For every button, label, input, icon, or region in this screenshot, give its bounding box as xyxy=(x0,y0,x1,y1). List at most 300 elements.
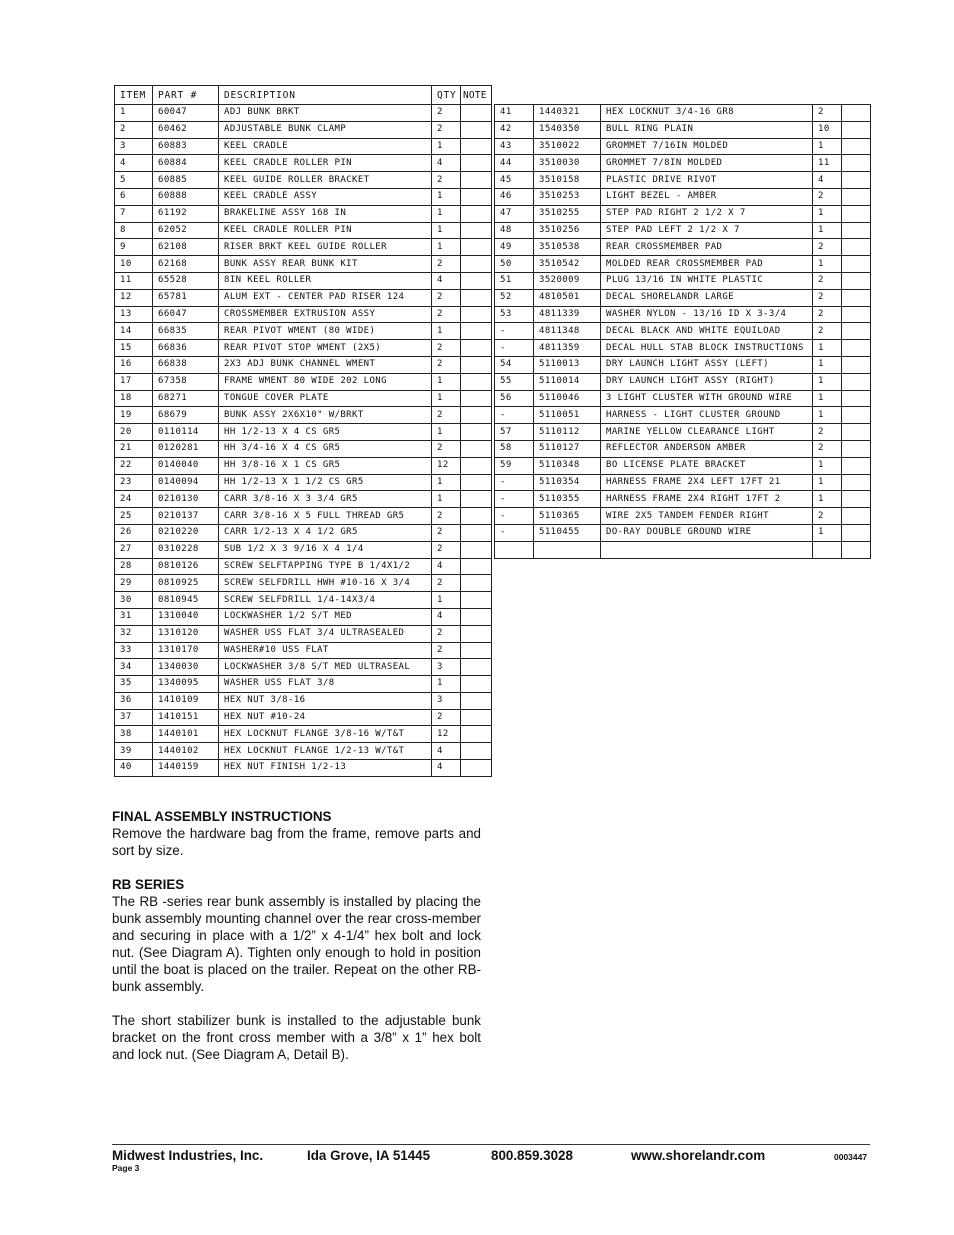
cell-item: 49 xyxy=(495,239,534,256)
cell-item: 45 xyxy=(495,172,534,189)
table-row xyxy=(115,323,492,340)
cell-item: - xyxy=(495,508,534,525)
table-row xyxy=(115,558,492,575)
table-row xyxy=(115,508,492,525)
cell-note xyxy=(842,138,871,155)
cell-description: 3 LIGHT CLUSTER WITH GROUND WIRE xyxy=(601,390,813,407)
cell-description: TONGUE COVER PLATE xyxy=(219,390,432,407)
cell-item: 51 xyxy=(495,272,534,289)
cell-description: SCREW SELFTAPPING TYPE B 1/4X1/2 xyxy=(219,558,432,575)
cell-qty: 2 xyxy=(432,709,461,726)
rb-series-heading: RB SERIES xyxy=(112,877,185,892)
cell-part-number: 1310040 xyxy=(153,608,219,625)
cell-description: WASHER#10 USS FLAT xyxy=(219,642,432,659)
cell-item: 53 xyxy=(495,306,534,323)
cell-qty: 2 xyxy=(432,524,461,541)
cell-item: 46 xyxy=(495,188,534,205)
cell-part-number: 65528 xyxy=(153,272,219,289)
cell-qty: 4 xyxy=(432,155,461,172)
cell-note xyxy=(842,440,871,457)
cell-description: BO LICENSE PLATE BRACKET xyxy=(601,457,813,474)
table-row xyxy=(495,256,871,273)
cell-qty: 2 xyxy=(432,172,461,189)
cell-qty: 2 xyxy=(813,440,842,457)
cell-note xyxy=(842,289,871,306)
table-row xyxy=(495,390,871,407)
cell-qty: 1 xyxy=(432,491,461,508)
table-row xyxy=(495,222,871,239)
table-row xyxy=(115,457,492,474)
cell-note xyxy=(461,457,492,474)
cell-description: LOCKWASHER 3/8 S/T MED ULTRASEAL xyxy=(219,659,432,676)
cell-note xyxy=(842,205,871,222)
cell-description: LIGHT BEZEL - AMBER xyxy=(601,188,813,205)
cell-qty: 1 xyxy=(432,390,461,407)
cell-item: 30 xyxy=(115,592,153,609)
table-row xyxy=(495,172,871,189)
rb-series-section xyxy=(112,876,481,1063)
cell-part-number: 3510022 xyxy=(534,138,601,155)
cell-qty: 1 xyxy=(813,407,842,424)
cell-qty: 1 xyxy=(432,205,461,222)
cell-item: 55 xyxy=(495,373,534,390)
cell-description: HEX NUT 3/8-16 xyxy=(219,692,432,709)
cell-note xyxy=(461,323,492,340)
cell-part-number: 3520009 xyxy=(534,272,601,289)
cell-part-number: 5110365 xyxy=(534,508,601,525)
cell-qty: 2 xyxy=(432,642,461,659)
cell-note xyxy=(461,188,492,205)
cell-part-number: 5110354 xyxy=(534,474,601,491)
cell-item: - xyxy=(495,340,534,357)
table-row xyxy=(115,188,492,205)
cell-description: HH 1/2-13 X 1 1/2 CS GR5 xyxy=(219,474,432,491)
cell-description: MOLDED REAR CROSSMEMBER PAD xyxy=(601,256,813,273)
cell-note xyxy=(461,407,492,424)
cell-note xyxy=(461,541,492,558)
cell-description: HEX LOCKNUT 3/4-16 GR8 xyxy=(601,105,813,122)
cell-qty: 4 xyxy=(432,272,461,289)
cell-description: DECAL SHORELANDR LARGE xyxy=(601,289,813,306)
table-row xyxy=(495,306,871,323)
table-row xyxy=(495,121,871,138)
cell-description: 2X3 ADJ BUNK CHANNEL WMENT xyxy=(219,356,432,373)
cell-description: ADJUSTABLE BUNK CLAMP xyxy=(219,121,432,138)
cell-description: KEEL GUIDE ROLLER BRACKET xyxy=(219,172,432,189)
cell-item: 14 xyxy=(115,323,153,340)
cell-note xyxy=(842,323,871,340)
cell-part-number: 66836 xyxy=(153,340,219,357)
cell-qty: 1 xyxy=(813,222,842,239)
cell-note xyxy=(461,105,492,122)
cell-part-number: 0310228 xyxy=(153,541,219,558)
cell-item: 47 xyxy=(495,205,534,222)
cell-note xyxy=(461,524,492,541)
rb-series-text-1: The RB -series rear bunk assembly is installed by placing the bunk assembly mounting channel over the rear cross-member and securing in place with a 1/2” x 4-1/4” hex bolt and lock nut. (See Diagram A). Tighten only enough to hold in position until the boat is placed on the trailer. Repeat on the other RB-bunk assembly. xyxy=(112,894,481,994)
cell-note xyxy=(461,760,492,777)
cell-part-number: 61192 xyxy=(153,205,219,222)
cell-note xyxy=(461,222,492,239)
cell-note xyxy=(461,373,492,390)
cell-note xyxy=(461,558,492,575)
cell-note xyxy=(461,289,492,306)
cell-note xyxy=(842,172,871,189)
cell-qty: 3 xyxy=(432,692,461,709)
cell-description: HH 3/8-16 X 1 CS GR5 xyxy=(219,457,432,474)
cell-part-number: 66047 xyxy=(153,306,219,323)
cell-description: HARNESS FRAME 2X4 LEFT 17FT 21 xyxy=(601,474,813,491)
cell-part-number: 3510542 xyxy=(534,256,601,273)
cell-description: BULL RING PLAIN xyxy=(601,121,813,138)
cell-part-number: 60462 xyxy=(153,121,219,138)
cell-item: 2 xyxy=(115,121,153,138)
footer-website: www.shorelandr.com xyxy=(631,1148,766,1163)
cell-description: STEP PAD RIGHT 2 1/2 X 7 xyxy=(601,205,813,222)
cell-part-number: 68271 xyxy=(153,390,219,407)
cell-item: 39 xyxy=(115,743,153,760)
cell-part-number: 0210220 xyxy=(153,524,219,541)
cell-description: SUB 1/2 X 3 9/16 X 4 1/4 xyxy=(219,541,432,558)
cell-part-number: 5110051 xyxy=(534,407,601,424)
table-row xyxy=(115,105,492,122)
cell-qty: 2 xyxy=(813,239,842,256)
cell-note xyxy=(461,625,492,642)
cell-note xyxy=(842,491,871,508)
cell-note xyxy=(461,726,492,743)
cell-item: 11 xyxy=(115,272,153,289)
table-row xyxy=(115,407,492,424)
table-row xyxy=(495,323,871,340)
rb-series-text-2: The short stabilizer bunk is installed to the adjustable bunk bracket on the front cross member with a 3/8” x 1” hex bolt and lock nut. (See Diagram A, Detail B). xyxy=(112,1013,481,1062)
cell-note xyxy=(461,676,492,693)
cell-qty: 1 xyxy=(432,188,461,205)
table-row xyxy=(495,407,871,424)
cell-item: 57 xyxy=(495,424,534,441)
table-header-row xyxy=(115,86,492,105)
table-row xyxy=(495,508,871,525)
parts-table-left xyxy=(114,85,492,777)
cell-note xyxy=(842,356,871,373)
cell-description: GROMMET 7/8IN MOLDED xyxy=(601,155,813,172)
cell-item: 22 xyxy=(115,457,153,474)
cell-item: 8 xyxy=(115,222,153,239)
cell-note xyxy=(461,440,492,457)
cell-description: HARNESS FRAME 2X4 RIGHT 17FT 2 xyxy=(601,491,813,508)
cell-description: HEX LOCKNUT FLANGE 3/8-16 W/T&T xyxy=(219,726,432,743)
table-row xyxy=(115,692,492,709)
table-row xyxy=(495,491,871,508)
cell-qty: 4 xyxy=(432,743,461,760)
table-row xyxy=(115,272,492,289)
cell-part-number: 0110114 xyxy=(153,424,219,441)
cell-description: LOCKWASHER 1/2 S/T MED xyxy=(219,608,432,625)
cell-item: 52 xyxy=(495,289,534,306)
cell-part-number: 3510253 xyxy=(534,188,601,205)
cell-part-number: 3510256 xyxy=(534,222,601,239)
cell-item: 59 xyxy=(495,457,534,474)
cell-qty: 1 xyxy=(813,205,842,222)
cell-note xyxy=(842,373,871,390)
cell-part-number: 60047 xyxy=(153,105,219,122)
cell-note xyxy=(461,340,492,357)
table-row xyxy=(495,524,871,541)
cell-qty: 1 xyxy=(432,373,461,390)
footer-company: Midwest Industries, Inc. xyxy=(112,1148,264,1163)
table-row xyxy=(115,743,492,760)
cell-item: - xyxy=(495,491,534,508)
footer-divider xyxy=(112,1144,870,1145)
cell-item: 17 xyxy=(115,373,153,390)
cell-qty: 12 xyxy=(432,457,461,474)
cell-item: 24 xyxy=(115,491,153,508)
cell-part-number: 5110455 xyxy=(534,524,601,541)
table-row xyxy=(495,356,871,373)
header-item: ITEM xyxy=(115,86,153,105)
cell-description: KEEL CRADLE ROLLER PIN xyxy=(219,222,432,239)
cell-note xyxy=(461,172,492,189)
cell-note xyxy=(461,692,492,709)
cell-item: 18 xyxy=(115,390,153,407)
cell-description: SCREW SELFDRILL HWH #10-16 X 3/4 xyxy=(219,575,432,592)
cell-item: 27 xyxy=(115,541,153,558)
cell-qty: 2 xyxy=(432,306,461,323)
cell-note xyxy=(842,340,871,357)
cell-description: RISER BRKT KEEL GUIDE ROLLER xyxy=(219,239,432,256)
cell-qty: 1 xyxy=(813,390,842,407)
cell-note xyxy=(842,457,871,474)
final-assembly-heading: FINAL ASSEMBLY INSTRUCTIONS xyxy=(112,809,332,824)
table-row xyxy=(495,205,871,222)
cell-description: 8IN KEEL ROLLER xyxy=(219,272,432,289)
cell-item: 37 xyxy=(115,709,153,726)
cell-item: 21 xyxy=(115,440,153,457)
cell-description xyxy=(601,541,813,558)
cell-description: DRY LAUNCH LIGHT ASSY (RIGHT) xyxy=(601,373,813,390)
cell-part-number: 62168 xyxy=(153,256,219,273)
header-qty: QTY xyxy=(432,86,461,105)
cell-item: 10 xyxy=(115,256,153,273)
table-row xyxy=(495,440,871,457)
cell-item: 15 xyxy=(115,340,153,357)
cell-qty: 1 xyxy=(432,474,461,491)
cell-note xyxy=(842,222,871,239)
cell-qty: 2 xyxy=(432,508,461,525)
cell-note xyxy=(461,205,492,222)
cell-note xyxy=(461,272,492,289)
cell-note xyxy=(461,709,492,726)
cell-part-number: 0210130 xyxy=(153,491,219,508)
cell-description: DO-RAY DOUBLE GROUND WIRE xyxy=(601,524,813,541)
cell-item: 19 xyxy=(115,407,153,424)
cell-part-number: 5110348 xyxy=(534,457,601,474)
cell-description: SCREW SELFDRILL 1/4-14X3/4 xyxy=(219,592,432,609)
cell-description: BUNK ASSY 2X6X10" W/BRKT xyxy=(219,407,432,424)
cell-description: HH 1/2-13 X 4 CS GR5 xyxy=(219,424,432,441)
footer-city: Ida Grove, IA 51445 xyxy=(307,1148,431,1163)
cell-item: 25 xyxy=(115,508,153,525)
cell-qty: 4 xyxy=(813,172,842,189)
cell-qty: 1 xyxy=(432,676,461,693)
cell-qty: 2 xyxy=(432,575,461,592)
cell-part-number: 0120281 xyxy=(153,440,219,457)
cell-qty: 1 xyxy=(813,340,842,357)
table-row xyxy=(115,239,492,256)
cell-description: MARINE YELLOW CLEARANCE LIGHT xyxy=(601,424,813,441)
cell-item: - xyxy=(495,524,534,541)
cell-item: 12 xyxy=(115,289,153,306)
cell-note xyxy=(461,390,492,407)
cell-item: 31 xyxy=(115,608,153,625)
cell-qty: 2 xyxy=(813,323,842,340)
table-row xyxy=(115,256,492,273)
cell-part-number: 60888 xyxy=(153,188,219,205)
table-row xyxy=(115,726,492,743)
cell-qty: 4 xyxy=(432,558,461,575)
cell-qty: 2 xyxy=(432,256,461,273)
cell-qty: 2 xyxy=(432,340,461,357)
cell-part-number: 0140040 xyxy=(153,457,219,474)
cell-qty: 1 xyxy=(432,592,461,609)
cell-qty: 1 xyxy=(813,491,842,508)
parts-table-right xyxy=(494,104,871,559)
cell-part-number: 0810945 xyxy=(153,592,219,609)
cell-part-number: 3510030 xyxy=(534,155,601,172)
cell-description: REAR PIVOT STOP WMENT (2X5) xyxy=(219,340,432,357)
table-row xyxy=(495,457,871,474)
cell-part-number: 1440101 xyxy=(153,726,219,743)
table-row xyxy=(495,373,871,390)
cell-description: HARNESS - LIGHT CLUSTER GROUND xyxy=(601,407,813,424)
cell-qty: 3 xyxy=(432,659,461,676)
cell-part-number: 1540350 xyxy=(534,121,601,138)
cell-part-number: 4810501 xyxy=(534,289,601,306)
cell-qty: 2 xyxy=(432,105,461,122)
cell-item: 4 xyxy=(115,155,153,172)
cell-part-number: 60884 xyxy=(153,155,219,172)
cell-description: GROMMET 7/16IN MOLDED xyxy=(601,138,813,155)
cell-note xyxy=(461,592,492,609)
cell-qty: 2 xyxy=(813,289,842,306)
cell-qty: 1 xyxy=(813,524,842,541)
cell-item: 1 xyxy=(115,105,153,122)
cell-description: DECAL BLACK AND WHITE EQUILOAD xyxy=(601,323,813,340)
cell-qty: 1 xyxy=(432,323,461,340)
cell-part-number: 1340030 xyxy=(153,659,219,676)
cell-part-number: 1440159 xyxy=(153,760,219,777)
table-row xyxy=(495,289,871,306)
cell-description: BRAKELINE ASSY 168 IN xyxy=(219,205,432,222)
cell-qty: 2 xyxy=(813,105,842,122)
cell-qty: 1 xyxy=(813,256,842,273)
cell-note xyxy=(842,524,871,541)
cell-part-number: 60885 xyxy=(153,172,219,189)
cell-part-number: 3510538 xyxy=(534,239,601,256)
cell-qty: 11 xyxy=(813,155,842,172)
table-row xyxy=(115,592,492,609)
cell-item: 38 xyxy=(115,726,153,743)
cell-part-number: 5110355 xyxy=(534,491,601,508)
cell-description: HH 3/4-16 X 4 CS GR5 xyxy=(219,440,432,457)
cell-note xyxy=(461,256,492,273)
cell-description: STEP PAD LEFT 2 1/2 X 7 xyxy=(601,222,813,239)
cell-item: 26 xyxy=(115,524,153,541)
cell-part-number: 3510255 xyxy=(534,205,601,222)
cell-item: 28 xyxy=(115,558,153,575)
table-row xyxy=(495,138,871,155)
cell-part-number xyxy=(534,541,601,558)
cell-item: 9 xyxy=(115,239,153,256)
table-row xyxy=(115,172,492,189)
cell-item: 54 xyxy=(495,356,534,373)
cell-note xyxy=(461,356,492,373)
cell-part-number: 0810126 xyxy=(153,558,219,575)
cell-note xyxy=(461,155,492,172)
cell-description: DECAL HULL STAB BLOCK INSTRUCTIONS xyxy=(601,340,813,357)
cell-item: 5 xyxy=(115,172,153,189)
table-row xyxy=(115,373,492,390)
cell-item: 41 xyxy=(495,105,534,122)
cell-qty: 1 xyxy=(432,239,461,256)
cell-part-number: 67358 xyxy=(153,373,219,390)
table-row xyxy=(495,424,871,441)
cell-item: 50 xyxy=(495,256,534,273)
cell-note xyxy=(461,659,492,676)
cell-description: KEEL CRADLE ASSY xyxy=(219,188,432,205)
cell-item xyxy=(495,541,534,558)
cell-note xyxy=(461,491,492,508)
table-row xyxy=(495,105,871,122)
cell-part-number: 62108 xyxy=(153,239,219,256)
cell-description: KEEL CRADLE ROLLER PIN xyxy=(219,155,432,172)
table-row xyxy=(495,155,871,172)
table-row xyxy=(115,390,492,407)
cell-note xyxy=(461,508,492,525)
cell-qty xyxy=(813,541,842,558)
table-row xyxy=(115,424,492,441)
cell-note xyxy=(842,155,871,172)
cell-description: HEX NUT #10-24 xyxy=(219,709,432,726)
cell-part-number: 4811359 xyxy=(534,340,601,357)
cell-part-number: 5110046 xyxy=(534,390,601,407)
cell-description: FRAME WMENT 80 WIDE 202 LONG xyxy=(219,373,432,390)
cell-item: 40 xyxy=(115,760,153,777)
cell-item: 29 xyxy=(115,575,153,592)
cell-description: ADJ BUNK BRKT xyxy=(219,105,432,122)
cell-description: CARR 1/2-13 X 4 1/2 GR5 xyxy=(219,524,432,541)
cell-part-number: 0140094 xyxy=(153,474,219,491)
cell-item: - xyxy=(495,323,534,340)
cell-part-number: 60883 xyxy=(153,138,219,155)
table-row xyxy=(115,541,492,558)
cell-part-number: 66838 xyxy=(153,356,219,373)
cell-item: - xyxy=(495,474,534,491)
cell-note xyxy=(461,743,492,760)
cell-qty: 10 xyxy=(813,121,842,138)
cell-part-number: 65781 xyxy=(153,289,219,306)
cell-note xyxy=(842,474,871,491)
cell-item: 13 xyxy=(115,306,153,323)
cell-qty: 1 xyxy=(813,138,842,155)
table-row xyxy=(115,575,492,592)
cell-note xyxy=(461,575,492,592)
cell-qty: 2 xyxy=(813,424,842,441)
table-row xyxy=(115,491,492,508)
cell-description: CARR 3/8-16 X 5 FULL THREAD GR5 xyxy=(219,508,432,525)
cell-item: 34 xyxy=(115,659,153,676)
cell-note xyxy=(842,407,871,424)
cell-note xyxy=(842,272,871,289)
table-row xyxy=(115,155,492,172)
